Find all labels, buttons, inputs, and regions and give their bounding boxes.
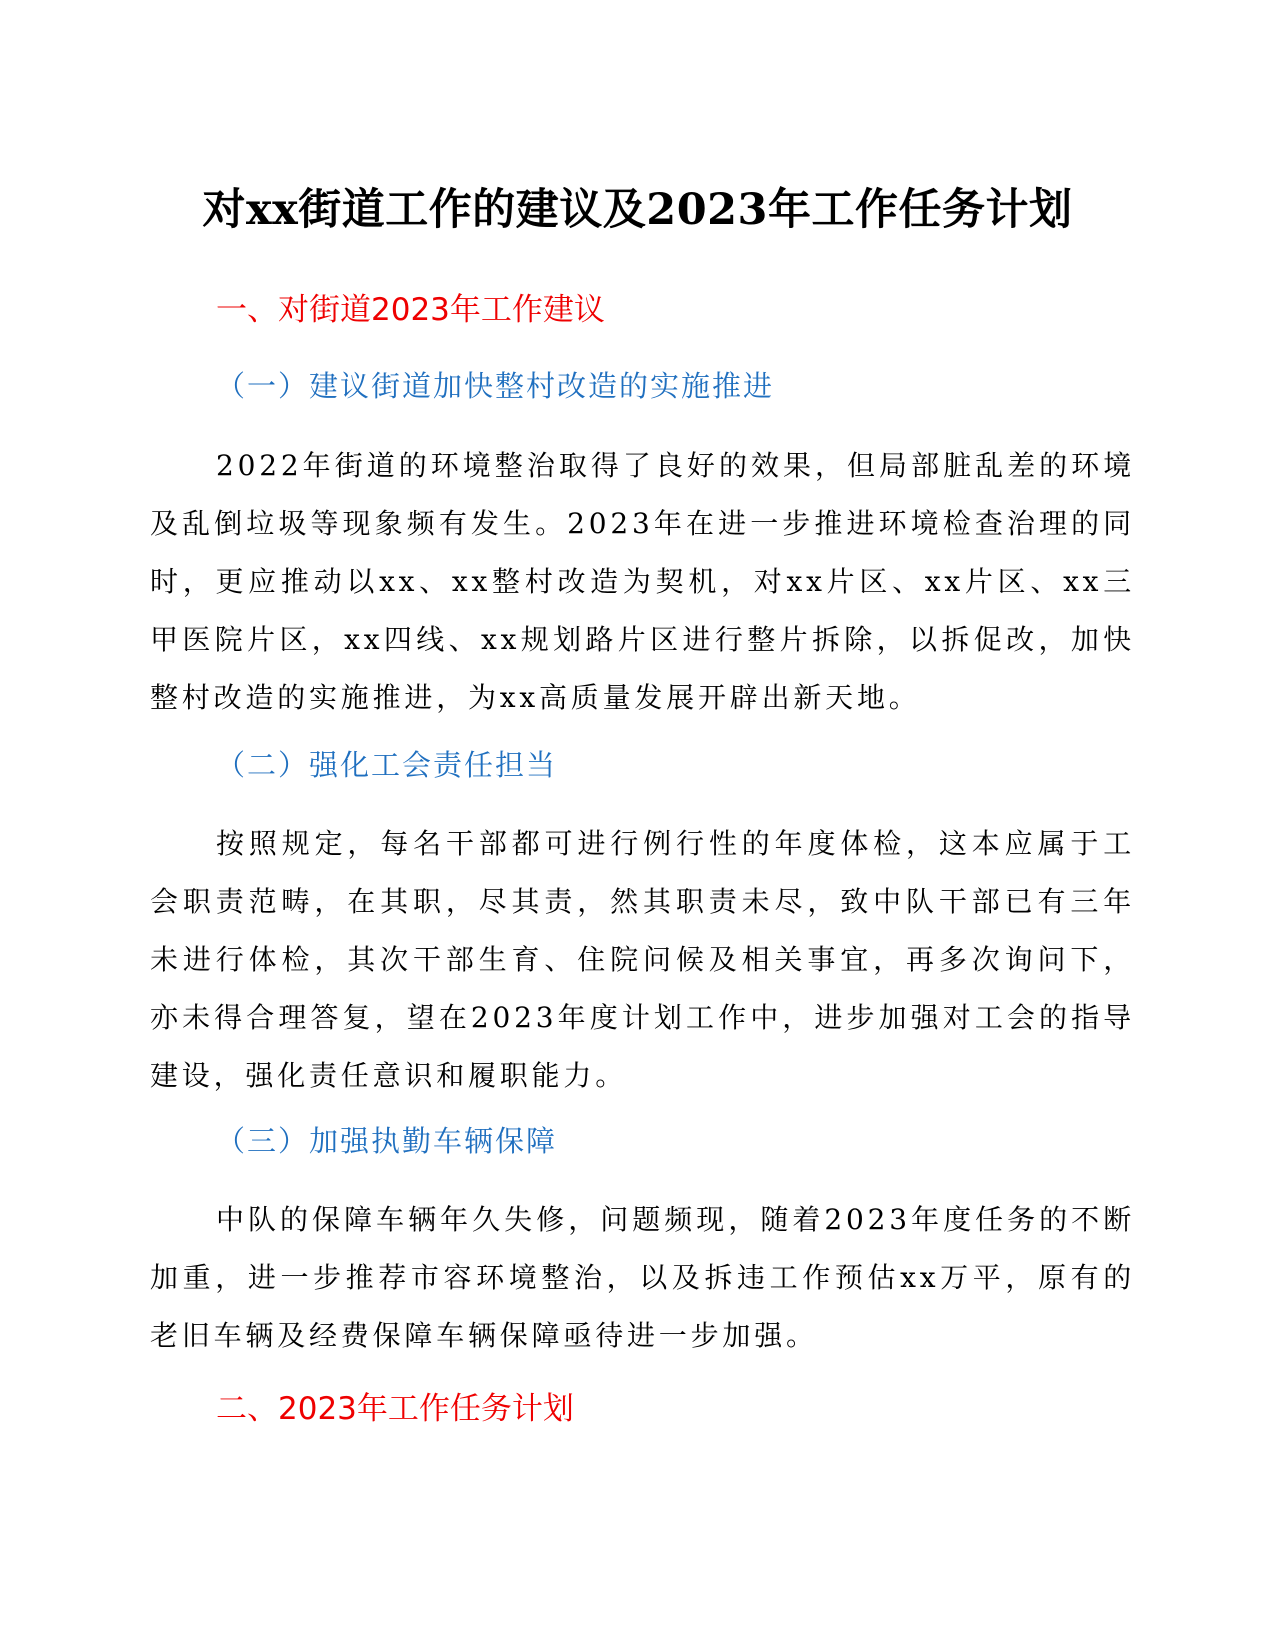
- document-title: 对xx街道工作的建议及2023年工作任务计划: [202, 185, 1073, 235]
- paragraph-1: 2022年街道的环境整治取得了良好的效果，但局部脏乱差的环境及乱倒垃圾等现象频有发生。2023年在进一步推进环境检查治理的同时，更应推动以xx、xx整村改造为契机，对xx片区、xx片区、xx三甲医院片区，xx四线、xx规划路片区进行整片拆除，以拆促改，加快整村改造的实施推进，为xx高质量发展开辟出新天地。: [150, 449, 1135, 714]
- subsection-heading-3: （三）加强执勤车辆保障: [216, 1124, 558, 1158]
- section-heading-2: 二、2023年工作任务计划: [216, 1391, 574, 1427]
- subsection-heading-2: （二）强化工会责任担当: [216, 748, 558, 782]
- paragraph-2: 按照规定，每名干部都可进行例行性的年度体检，这本应属于工会职责范畴，在其职，尽其责，然其职责未尽，致中队干部已有三年未进行体检，其次干部生育、住院问候及相关事宜，再多次询问下，亦未得合理答复，望在2023年度计划工作中，进步加强对工会的指导建设，强化责任意识和履职能力。: [150, 827, 1135, 1092]
- section-heading-1: 一、对街道2023年工作建议: [216, 292, 605, 328]
- paragraph-3: 中队的保障车辆年久失修，问题频现，随着2023年度任务的不断加重，进一步推荐市容环境整治，以及拆违工作预估xx万平，原有的老旧车辆及经费保障车辆保障亟待进一步加强。: [150, 1203, 1135, 1352]
- subsection-heading-1: （一）建议街道加快整村改造的实施推进: [216, 369, 775, 403]
